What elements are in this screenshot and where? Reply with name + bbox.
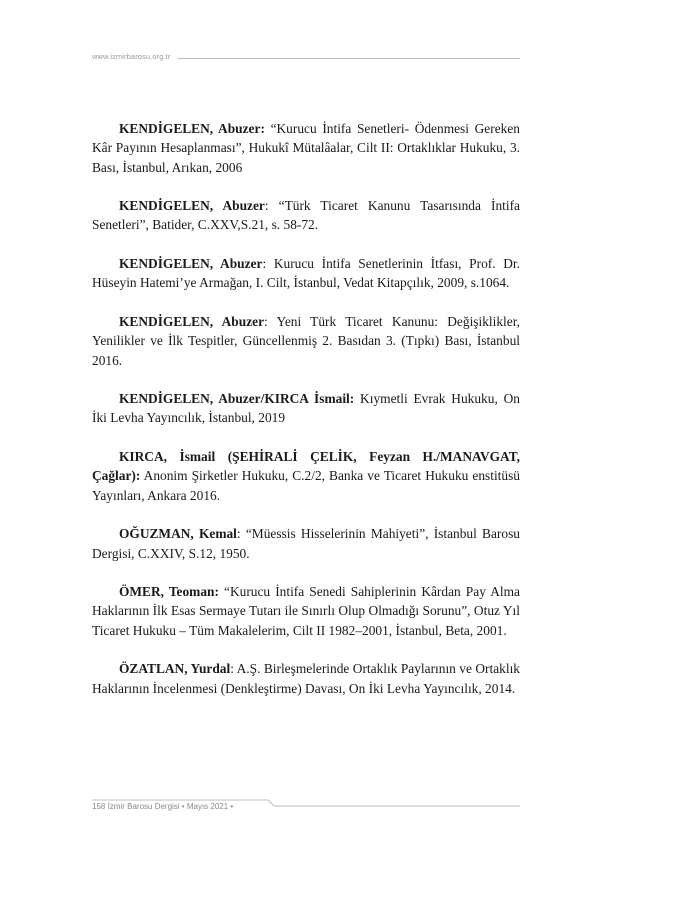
entry-author: KENDİGELEN, Abuzer — [119, 256, 263, 272]
bibliography-entry — [92, 659, 520, 698]
entry-author: ÖZATLAN, Yurdal — [119, 661, 231, 677]
entry-text: : “Türk Ticaret Kanunu Tasarısında İntifa Senetleri”, Batider, C.XXV,S.21, s. 58-72. — [92, 198, 520, 233]
header-rule — [178, 58, 520, 59]
entry-author: KENDİGELEN, Abuzer: — [119, 121, 265, 136]
entry-text: : A.Ş. Birleşmelerinde Ortaklık Paylarının ve Ortaklık Haklarının İncelenmesi (Denkleştirme) Davası, On İki Levha Yayıncılık, 2014. — [92, 661, 520, 696]
entry-author: OĞUZMAN, Kemal — [119, 526, 237, 542]
entry-text: : “Müessis Hisselerinin Mahiyeti”, İstanbul Barosu Dergisi, C.XXIV, S.12, 1950. — [92, 526, 520, 561]
entry-text: “Kurucu İntifa Senetleri- Ödenmesi Gereken Kâr Payının Hesaplanması”, Hukukî Mütalâalar, Cilt II: Ortaklıklar Hukuku, 3. Bası, İstanbul, Arıkan, 2006 — [92, 121, 520, 175]
bibliography-list — [92, 119, 520, 717]
entry-author: ÖMER, Teoman: — [119, 584, 219, 600]
entry-text: “Kurucu İntifa Senedi Sahiplerinin Kârdan Pay Alma Haklarının İlk Esas Sermaye Tutarı ile Sınırlı Olup Olmadığı Sorunu”, Otuz Yıl Ticaret Hukuku – Tüm Makalelerim, Cilt II 1982–2001, İstanbul, Beta, 2001. — [92, 584, 520, 638]
entry-text: Kıymetli Evrak Hukuku, On İki Levha Yayıncılık, İstanbul, 2019 — [92, 391, 520, 426]
entry-text: Anonim Şirketler Hukuku, C.2/2, Banka ve Ticaret Hukuku enstitüsü Yayınları, Ankara 2016. — [92, 468, 520, 503]
bibliography-entry — [92, 389, 520, 428]
bibliography-entry — [92, 312, 520, 370]
entry-author: KIRCA, İsmail (ŞEHİRALİ ÇELİK, Feyzan H./MANAVGAT, Çağlar): — [92, 449, 520, 484]
footer-text: 158 İzmir Barosu Dergisi • Mayıs 2021 • — [92, 802, 234, 811]
bibliography-entry — [92, 582, 520, 640]
bibliography-entry — [92, 119, 520, 177]
bibliography-entry — [92, 254, 520, 293]
bibliography-entry — [92, 196, 520, 235]
entry-author: KENDİGELEN, Abuzer — [119, 198, 265, 214]
page-header — [92, 52, 520, 66]
entry-author: KENDİGELEN, Abuzer — [119, 313, 265, 329]
entry-text: : Yeni Türk Ticaret Kanunu: Değişiklikler, Yenilikler ve İlk Tespitler, Güncellenmiş 2. Basıdan 3. (Tıpkı) Bası, İstanbul 2016. — [92, 313, 520, 368]
bibliography-entry — [92, 524, 520, 563]
page-footer — [92, 799, 520, 813]
header-url: www.izmirbarosu.org.tr — [92, 52, 171, 61]
entry-text: : Kurucu İntifa Senetlerinin İtfası, Prof. Dr. Hüseyin Hatemi’ye Armağan, I. Cilt, İstanbul, Vedat Kitapçılık, 2009, s.1064. — [92, 256, 520, 291]
bibliography-entry — [92, 447, 520, 505]
entry-author: KENDİGELEN, Abuzer/KIRCA İsmail: — [119, 391, 355, 407]
